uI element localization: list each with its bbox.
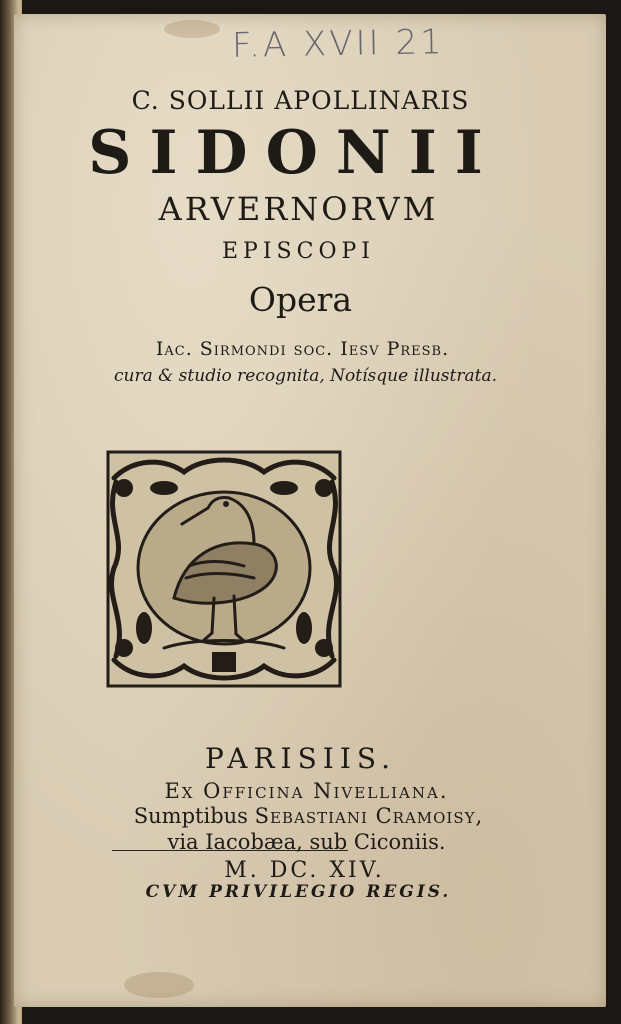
author-surname: SIDONII [88,118,501,188]
printer-device-woodcut [104,448,344,690]
editor-line: Iac. Sirmondi soc. Iesv Presb. [155,338,450,360]
edition-note: cura & studio recognita, Notísque illustrata. [114,366,497,386]
imprint-rule [112,850,348,851]
imprint-city: PARISIIS. [204,742,397,775]
author-name-line: C. SOLLII APOLLINARIS [131,86,470,115]
imprint-address: via Iacobæa, sub Ciconiis. [167,830,446,854]
shelfmark-annotation: F.A XVII 21 [231,22,445,66]
royal-privilege: CVM PRIVILEGIO REGIS. [145,882,452,902]
office-title: EPISCOPI [222,239,375,264]
see-name: ARVERNORVM [158,190,439,228]
imprint-officina: Ex Officina Nivelliana. [164,779,449,803]
imprint-sumptibus: Sumptibus [133,804,248,828]
paper-stain [164,20,220,38]
imprint-publisher-line [0,804,619,828]
imprint-year: M. DC. XIV. [224,858,385,883]
work-title: Opera [248,280,353,319]
paper-stain [124,972,194,998]
imprint-publisher: Sebastiani Cramoisy, [254,804,484,828]
